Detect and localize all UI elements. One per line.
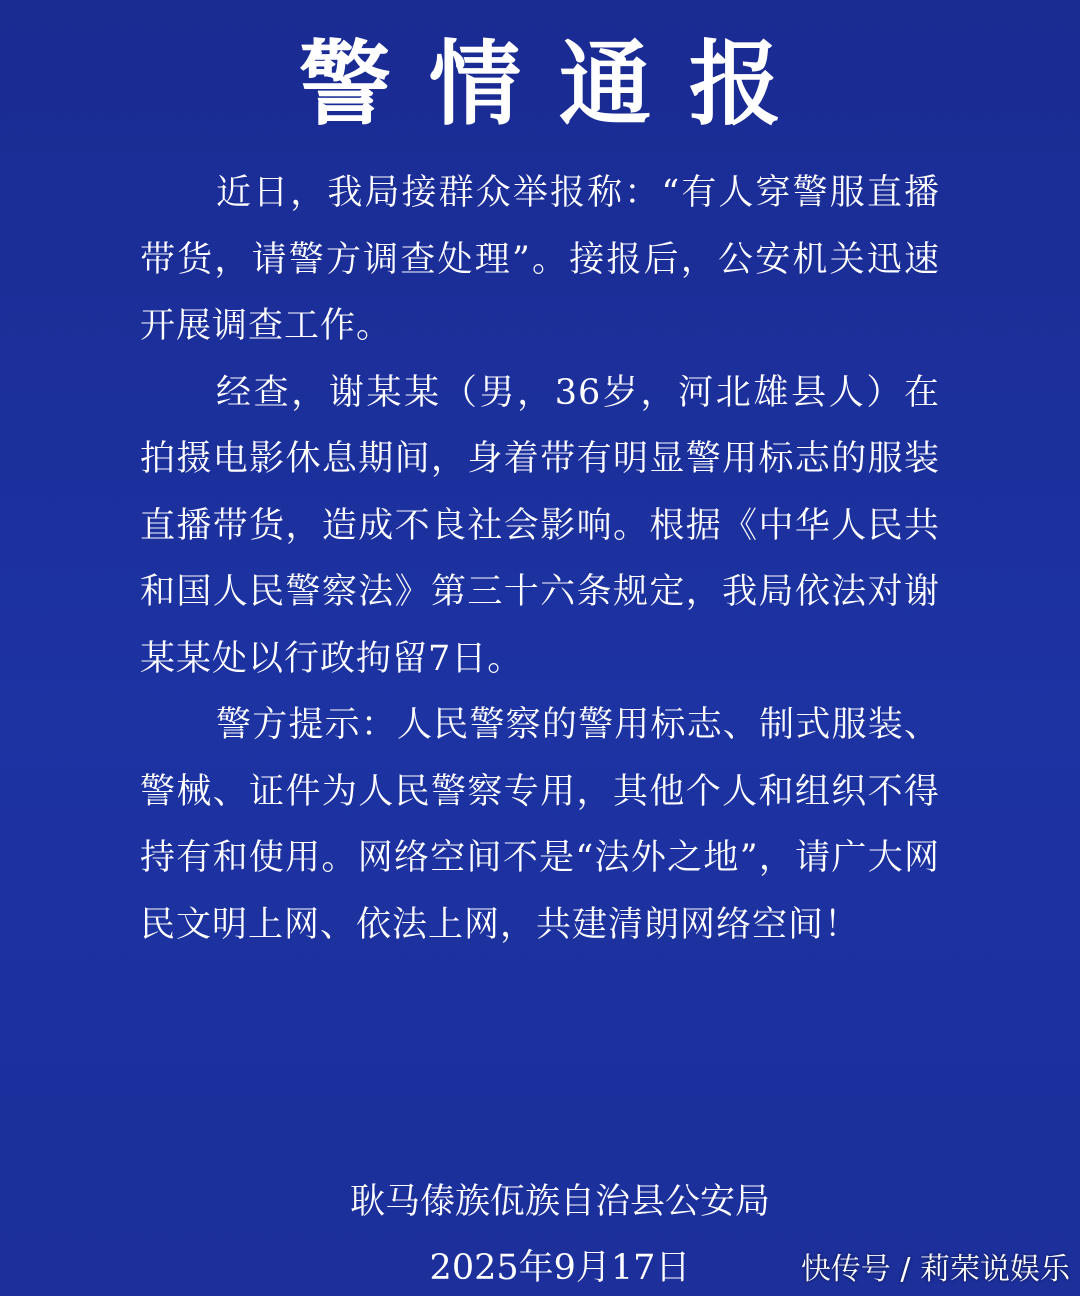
paragraph-police-reminder: 警方提示：人民警察的警用标志、制式服装、警械、证件为人民警察专用，其他个人和组织不得持有和使用。网络空间不是“法外之地”，请广大网民文明上网、依法上网，共建清朗网络空间！	[140, 705, 940, 945]
paragraph-investigation: 经查，谢某某（男，36岁，河北雄县人）在拍摄电影休息期间，身着带有明显警用标志的服装直播带货，造成不良社会影响。根据《中华人民共和国人民警察法》第三十六条规定，我局依法对谢某某处以行政拘留7日。	[140, 372, 940, 679]
source-watermark: 快传号 / 莉荣说娱乐	[800, 1252, 1070, 1287]
issue-date: 2025年9月17日	[429, 1248, 691, 1288]
paragraph-report: 近日，我局接群众举报称：“有人穿警服直播带货，请警方调查处理”。接报后，公安机关迅速开展调查工作。	[140, 173, 940, 346]
issuer-name: 耿马傣族佤族自治县公安局	[349, 1182, 770, 1222]
notice-title: 警情通报	[298, 31, 819, 138]
notice-body	[140, 160, 940, 958]
